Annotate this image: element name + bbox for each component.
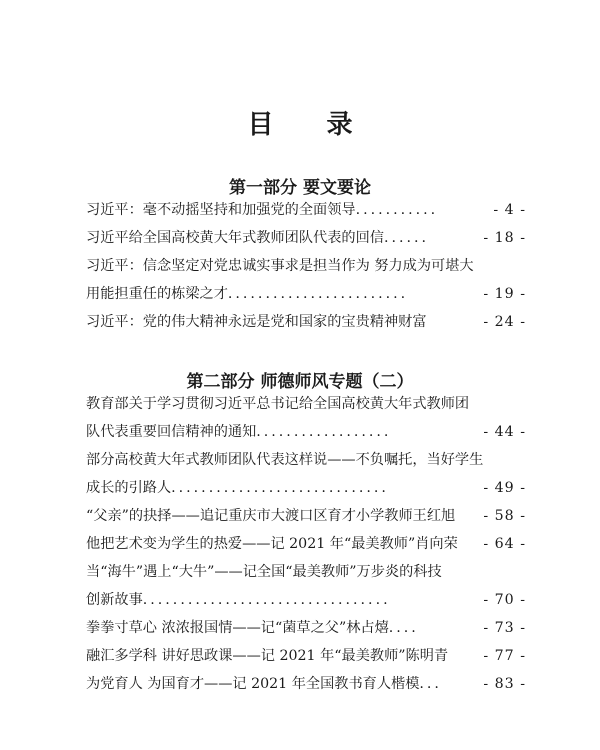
page-number: - 73 -	[483, 620, 526, 636]
entry-title: “父亲”的抉择——追记重庆市大渡口区育才小学教师王红旭	[86, 508, 456, 524]
dot-leader: .................................	[142, 592, 391, 608]
entry-title-continued: 创新故事	[86, 592, 143, 608]
page-number: - 44 -	[483, 424, 526, 440]
entry-title-continued: 成长的引路人	[86, 480, 172, 496]
dot-leader: ......	[383, 230, 430, 246]
dot-leader: ...........	[355, 202, 439, 218]
dot-leader: ........................	[227, 286, 409, 302]
entry-title-continued: 用能担重任的栋梁之才	[86, 286, 228, 302]
page-number: - 18 -	[483, 230, 526, 246]
page-number: - 83 -	[483, 676, 526, 692]
page-number: - 58 -	[483, 508, 526, 524]
part2-heading: 第二部分 师德师风专题（二）	[186, 372, 414, 392]
page-number: - 77 -	[483, 648, 526, 664]
page-number: - 19 -	[483, 286, 526, 302]
entry-title: 为党育人 为国育才——记 2021 年全国教书育人楷模	[86, 676, 420, 692]
entry-title: 他把艺术变为学生的热爱——记 2021 年“最美教师”肖向荣	[86, 536, 458, 552]
page-title: 目 录	[247, 110, 375, 140]
entry-title: 拳拳寸草心 浓浓报国情——记“菌草之父”林占熺	[86, 620, 389, 636]
entry-title-continued: 队代表重要回信精神的通知	[86, 424, 257, 440]
page-number: - 4 -	[493, 202, 526, 218]
part1-heading: 第一部分 要文要论	[229, 178, 371, 198]
dot-leader: ...	[419, 676, 442, 692]
entry-title: 当“海牛”遇上“大牛”——记全国“最美教师”万步炎的科技	[86, 564, 442, 580]
page-number: - 24 -	[483, 314, 526, 330]
entry-title: 教育部关于学习贯彻习近平总书记给全国高校黄大年式教师团	[86, 396, 470, 412]
dot-leader: .............................	[171, 480, 389, 496]
entry-title: 习近平给全国高校黄大年式教师团队代表的回信	[86, 230, 384, 246]
entry-title: 习近平：毫不动摇坚持和加强党的全面领导	[86, 202, 356, 218]
entry-title: 习近平：党的伟大精神永远是党和国家的宝贵精神财富	[86, 314, 427, 330]
entry-title: 习近平：信念坚定对党忠诚实事求是担当作为 努力成为可堪大	[86, 258, 474, 274]
dot-leader: ..................	[256, 424, 392, 440]
entry-title: 部分高校黄大年式教师团队代表这样说——不负嘱托，当好学生	[86, 452, 484, 468]
dot-leader: ....	[388, 620, 419, 636]
page-number: - 70 -	[483, 592, 526, 608]
page-number: - 49 -	[483, 480, 526, 496]
page-number: - 64 -	[483, 536, 526, 552]
entry-title: 融汇多学科 讲好思政课——记 2021 年“最美教师”陈明青	[86, 648, 449, 664]
